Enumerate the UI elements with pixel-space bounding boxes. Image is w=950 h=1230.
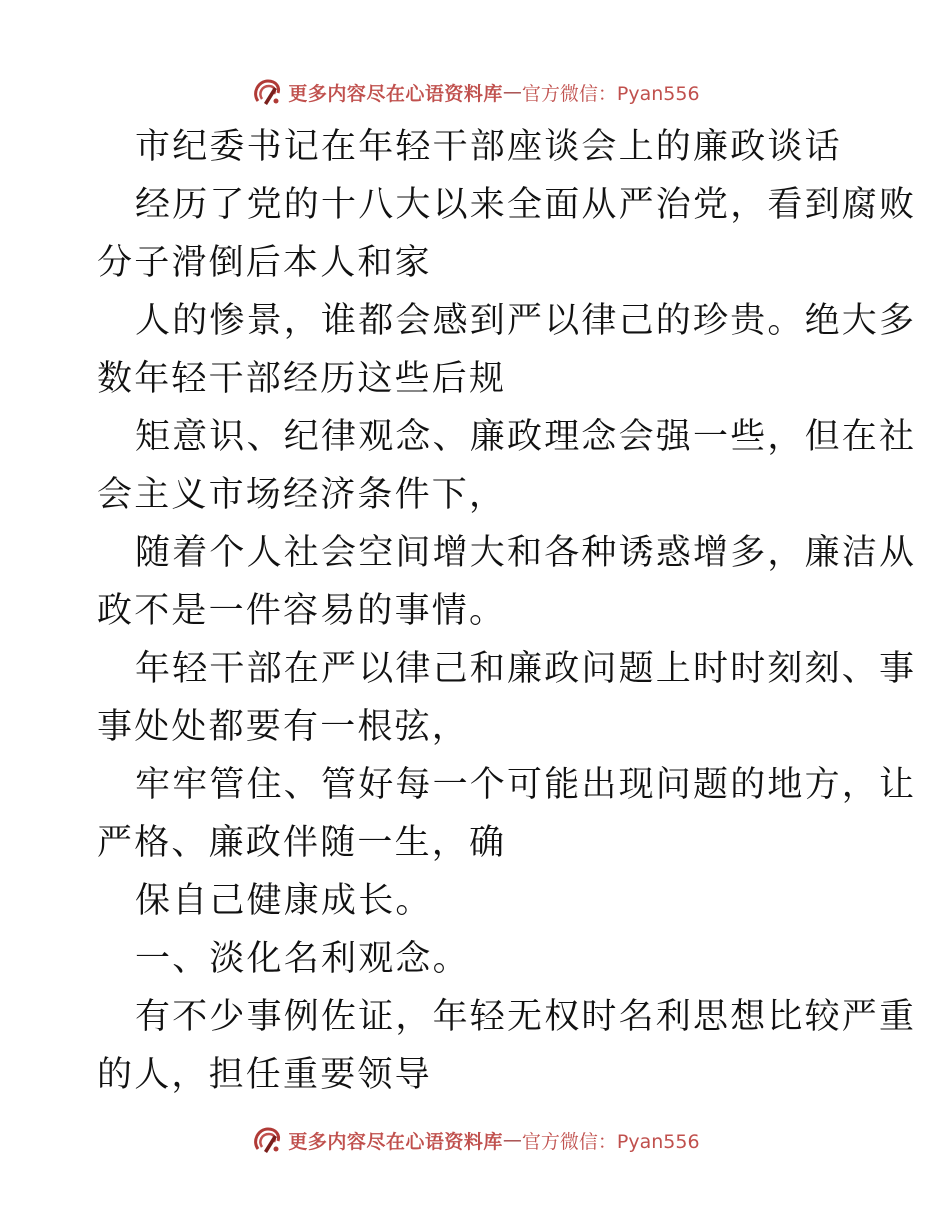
text-line: 保自己健康成长。 — [135, 881, 433, 921]
text-line: 人的惨景，谁都会感到严以律己的珍贵。绝大多 — [135, 301, 917, 341]
text-line: 数年轻干部经历这些后规 — [97, 359, 507, 399]
header-banner — [0, 72, 950, 112]
banner-wechat: 官方微信：Pyan556 — [521, 1130, 700, 1153]
quill-swirl-logo-icon — [250, 75, 284, 109]
text-line: 事处处都要有一根弦， — [97, 707, 470, 747]
footer-banner — [0, 1120, 950, 1160]
banner-separator: — — [502, 81, 522, 103]
text-line: 严格、廉政伴随一生，确 — [97, 823, 507, 863]
text-line: 一、淡化名利观念。 — [135, 939, 470, 979]
text-line: 分子滑倒后本人和家 — [97, 243, 432, 283]
banner-separator: — — [502, 1129, 522, 1151]
banner-text: 更多内容尽在心语资料库 — [288, 82, 503, 105]
text-line: 有不少事例佐证，年轻无权时名利思想比较严重 — [135, 997, 917, 1037]
banner-wechat: 官方微信：Pyan556 — [521, 82, 700, 105]
text-line: 牢牢管住、管好每一个可能出现问题的地方，让 — [135, 765, 917, 805]
document-body — [97, 118, 917, 1104]
quill-swirl-logo-icon — [250, 1123, 284, 1157]
text-line: 年轻干部在严以律己和廉政问题上时时刻刻、事 — [135, 649, 917, 689]
text-line: 市纪委书记在年轻干部座谈会上的廉政谈话 — [135, 127, 842, 167]
text-line: 随着个人社会空间增大和各种诱惑增多，廉洁从 — [135, 533, 917, 573]
text-line: 政不是一件容易的事情。 — [97, 591, 507, 631]
text-line: 的人，担任重要领导 — [97, 1055, 432, 1095]
text-line: 会主义市场经济条件下， — [97, 475, 507, 515]
text-line: 经历了党的十八大以来全面从严治党，看到腐败 — [135, 185, 917, 225]
banner-text: 更多内容尽在心语资料库 — [288, 1130, 503, 1153]
text-line: 矩意识、纪律观念、廉政理念会强一些，但在社 — [135, 417, 917, 457]
